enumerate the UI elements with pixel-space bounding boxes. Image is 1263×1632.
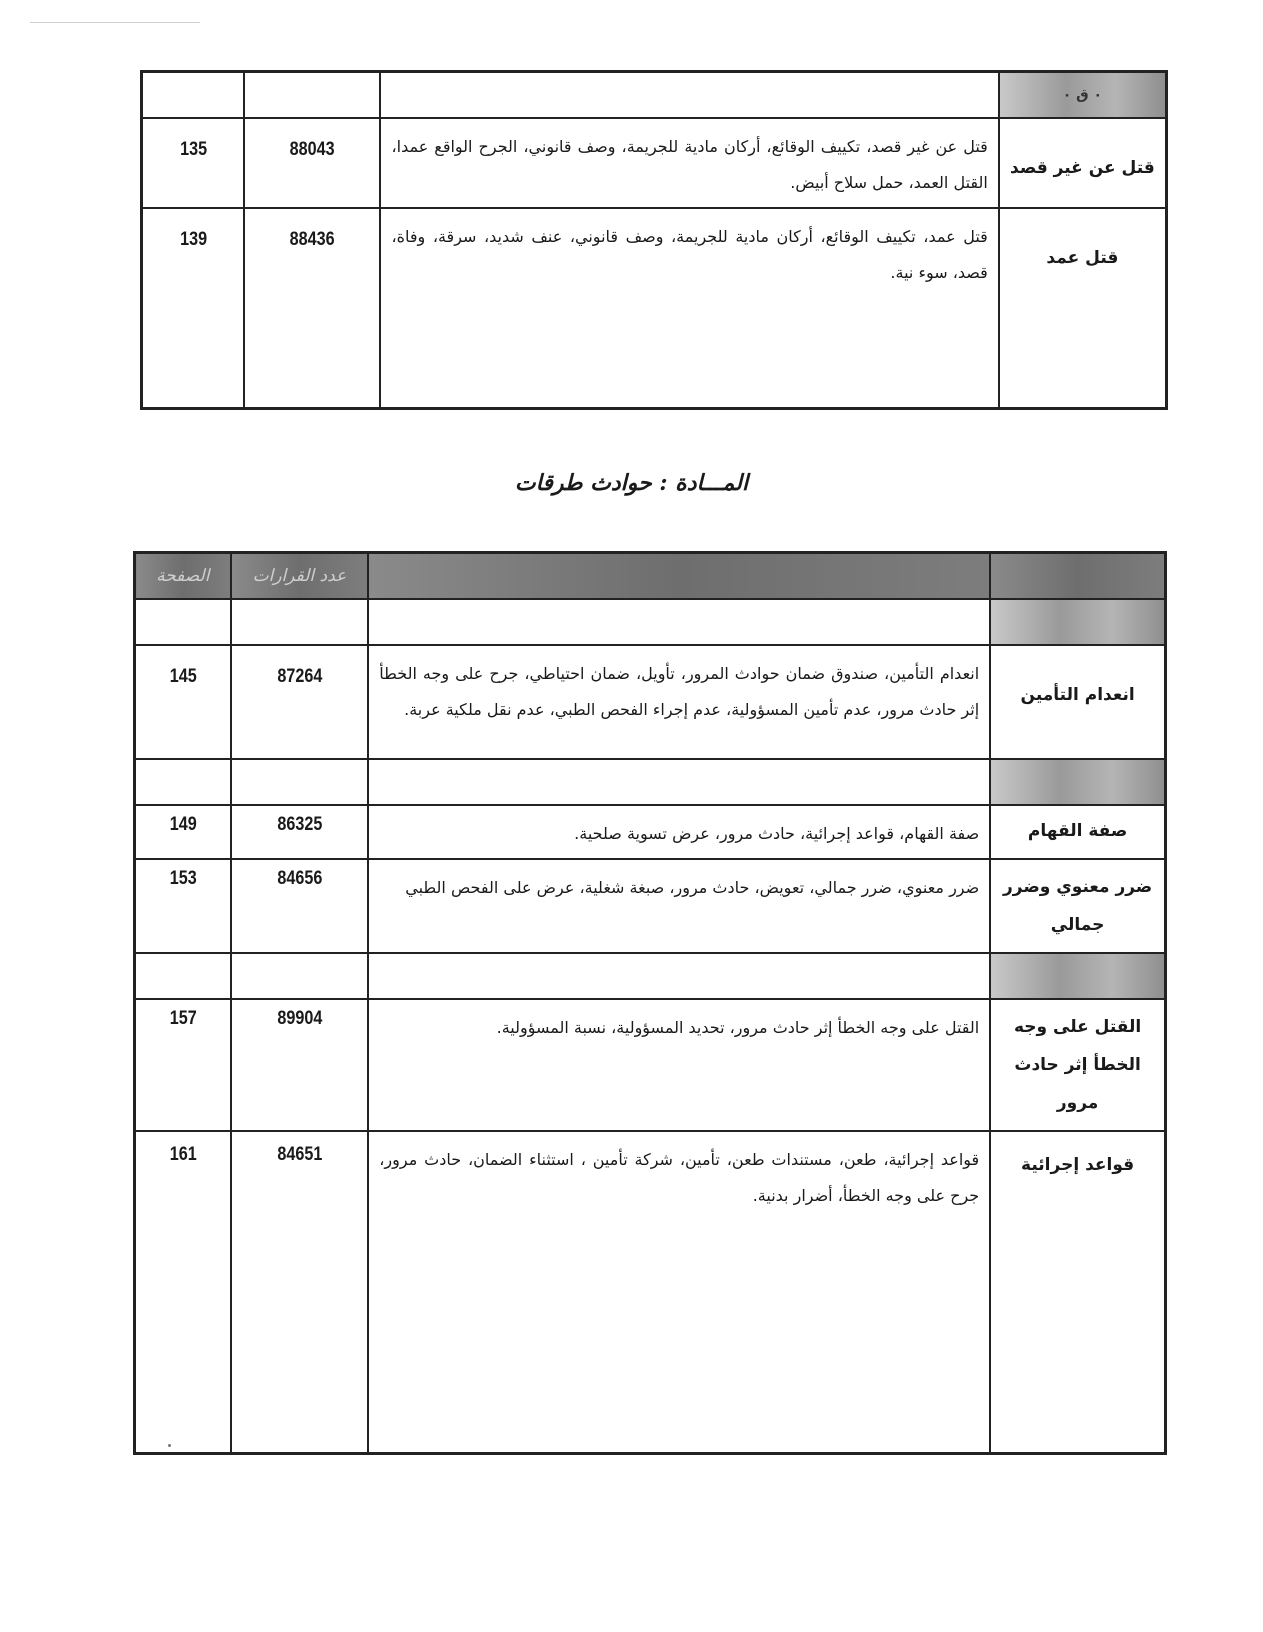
decisions-header: عدد القرارات bbox=[231, 553, 369, 600]
page-number: 149 bbox=[142, 805, 224, 859]
description-cell: ضرر معنوي، ضرر جمالي، تعويض، حادث مرور، صبغة شغلية، عرض على الفحص الطبي bbox=[368, 859, 990, 953]
subject-cell: قواعد إجرائية bbox=[990, 1131, 1165, 1453]
subject-cell: القتل على وجه الخطأ إثر حادث مرور bbox=[990, 999, 1165, 1131]
page-number: 139 bbox=[149, 208, 236, 408]
top-index-table bbox=[140, 70, 1168, 410]
scan-speck bbox=[168, 1444, 171, 1447]
page-number: 135 bbox=[149, 118, 236, 208]
main-index-table bbox=[133, 551, 1167, 1455]
section-row bbox=[142, 72, 1167, 119]
description-cell: قتل عن غير قصد، تكييف الوقائع، أركان مادية للجريمة، وصف قانوني، الجرح الواقع عمدا، القتل العمد، حمل سلاح أبيض. bbox=[380, 118, 998, 208]
page-number: 161 bbox=[142, 1131, 224, 1453]
section-title: المـــادة : حوادث طرقات bbox=[514, 470, 749, 496]
decision-number: 87264 bbox=[241, 645, 358, 759]
decision-number: 86325 bbox=[241, 805, 358, 859]
decision-number: 84656 bbox=[241, 859, 358, 953]
page-header: الصفحة bbox=[135, 553, 231, 600]
subject-cell: قتل عن غير قصد bbox=[999, 118, 1167, 208]
table-row bbox=[135, 999, 1166, 1131]
decision-number: 88043 bbox=[254, 118, 370, 208]
section-label: ٠ ق ٠ bbox=[999, 72, 1167, 119]
description-cell: صفة القهام، قواعد إجرائية، حادث مرور، عرض تسوية صلحية. bbox=[368, 805, 990, 859]
top-edge-line bbox=[30, 22, 200, 23]
subject-cell: صفة القهام bbox=[990, 805, 1165, 859]
description-cell: قواعد إجرائية، طعن، مستندات طعن، تأمين، شركة تأمين ، استثناء الضمان، حادث مرور، جرح على وجه الخطأ، أضرار بدنية. bbox=[368, 1131, 990, 1453]
table-row bbox=[135, 645, 1166, 759]
subject-cell: قتل عمد bbox=[999, 208, 1167, 408]
page-number: 145 bbox=[142, 645, 224, 759]
page-number: 157 bbox=[142, 999, 224, 1131]
description-cell: قتل عمد، تكييف الوقائع، أركان مادية للجريمة، وصف قانوني، عنف شديد، سرقة، وفاة، قصد، سوء نية. bbox=[380, 208, 998, 408]
description-cell: القتل على وجه الخطأ إثر حادث مرور، تحديد المسؤولية، نسبة المسؤولية. bbox=[368, 999, 990, 1131]
description-cell: انعدام التأمين، صندوق ضمان حوادث المرور، تأويل، ضمان احتياطي، جرح على وجه الخطأ إثر حادث مرور، عدم تأمين المسؤولية، عدم إجراء الفحص الطبي، عدم نقل ملكية عربة. bbox=[368, 645, 990, 759]
table-row bbox=[142, 118, 1167, 208]
decision-number: 89904 bbox=[241, 999, 358, 1131]
table-row bbox=[142, 208, 1167, 408]
page-number: 153 bbox=[142, 859, 224, 953]
decision-number: 84651 bbox=[241, 1131, 358, 1453]
table-row bbox=[135, 805, 1166, 859]
section-row bbox=[135, 953, 1166, 999]
header-row bbox=[135, 553, 1166, 600]
section-row bbox=[135, 599, 1166, 645]
subject-cell: ضرر معنوي وضرر جمالي bbox=[990, 859, 1165, 953]
table-row bbox=[135, 1131, 1166, 1453]
decision-number: 88436 bbox=[254, 208, 370, 408]
table-row bbox=[135, 859, 1166, 953]
subject-cell: انعدام التأمين bbox=[990, 645, 1165, 759]
section-row bbox=[135, 759, 1166, 805]
